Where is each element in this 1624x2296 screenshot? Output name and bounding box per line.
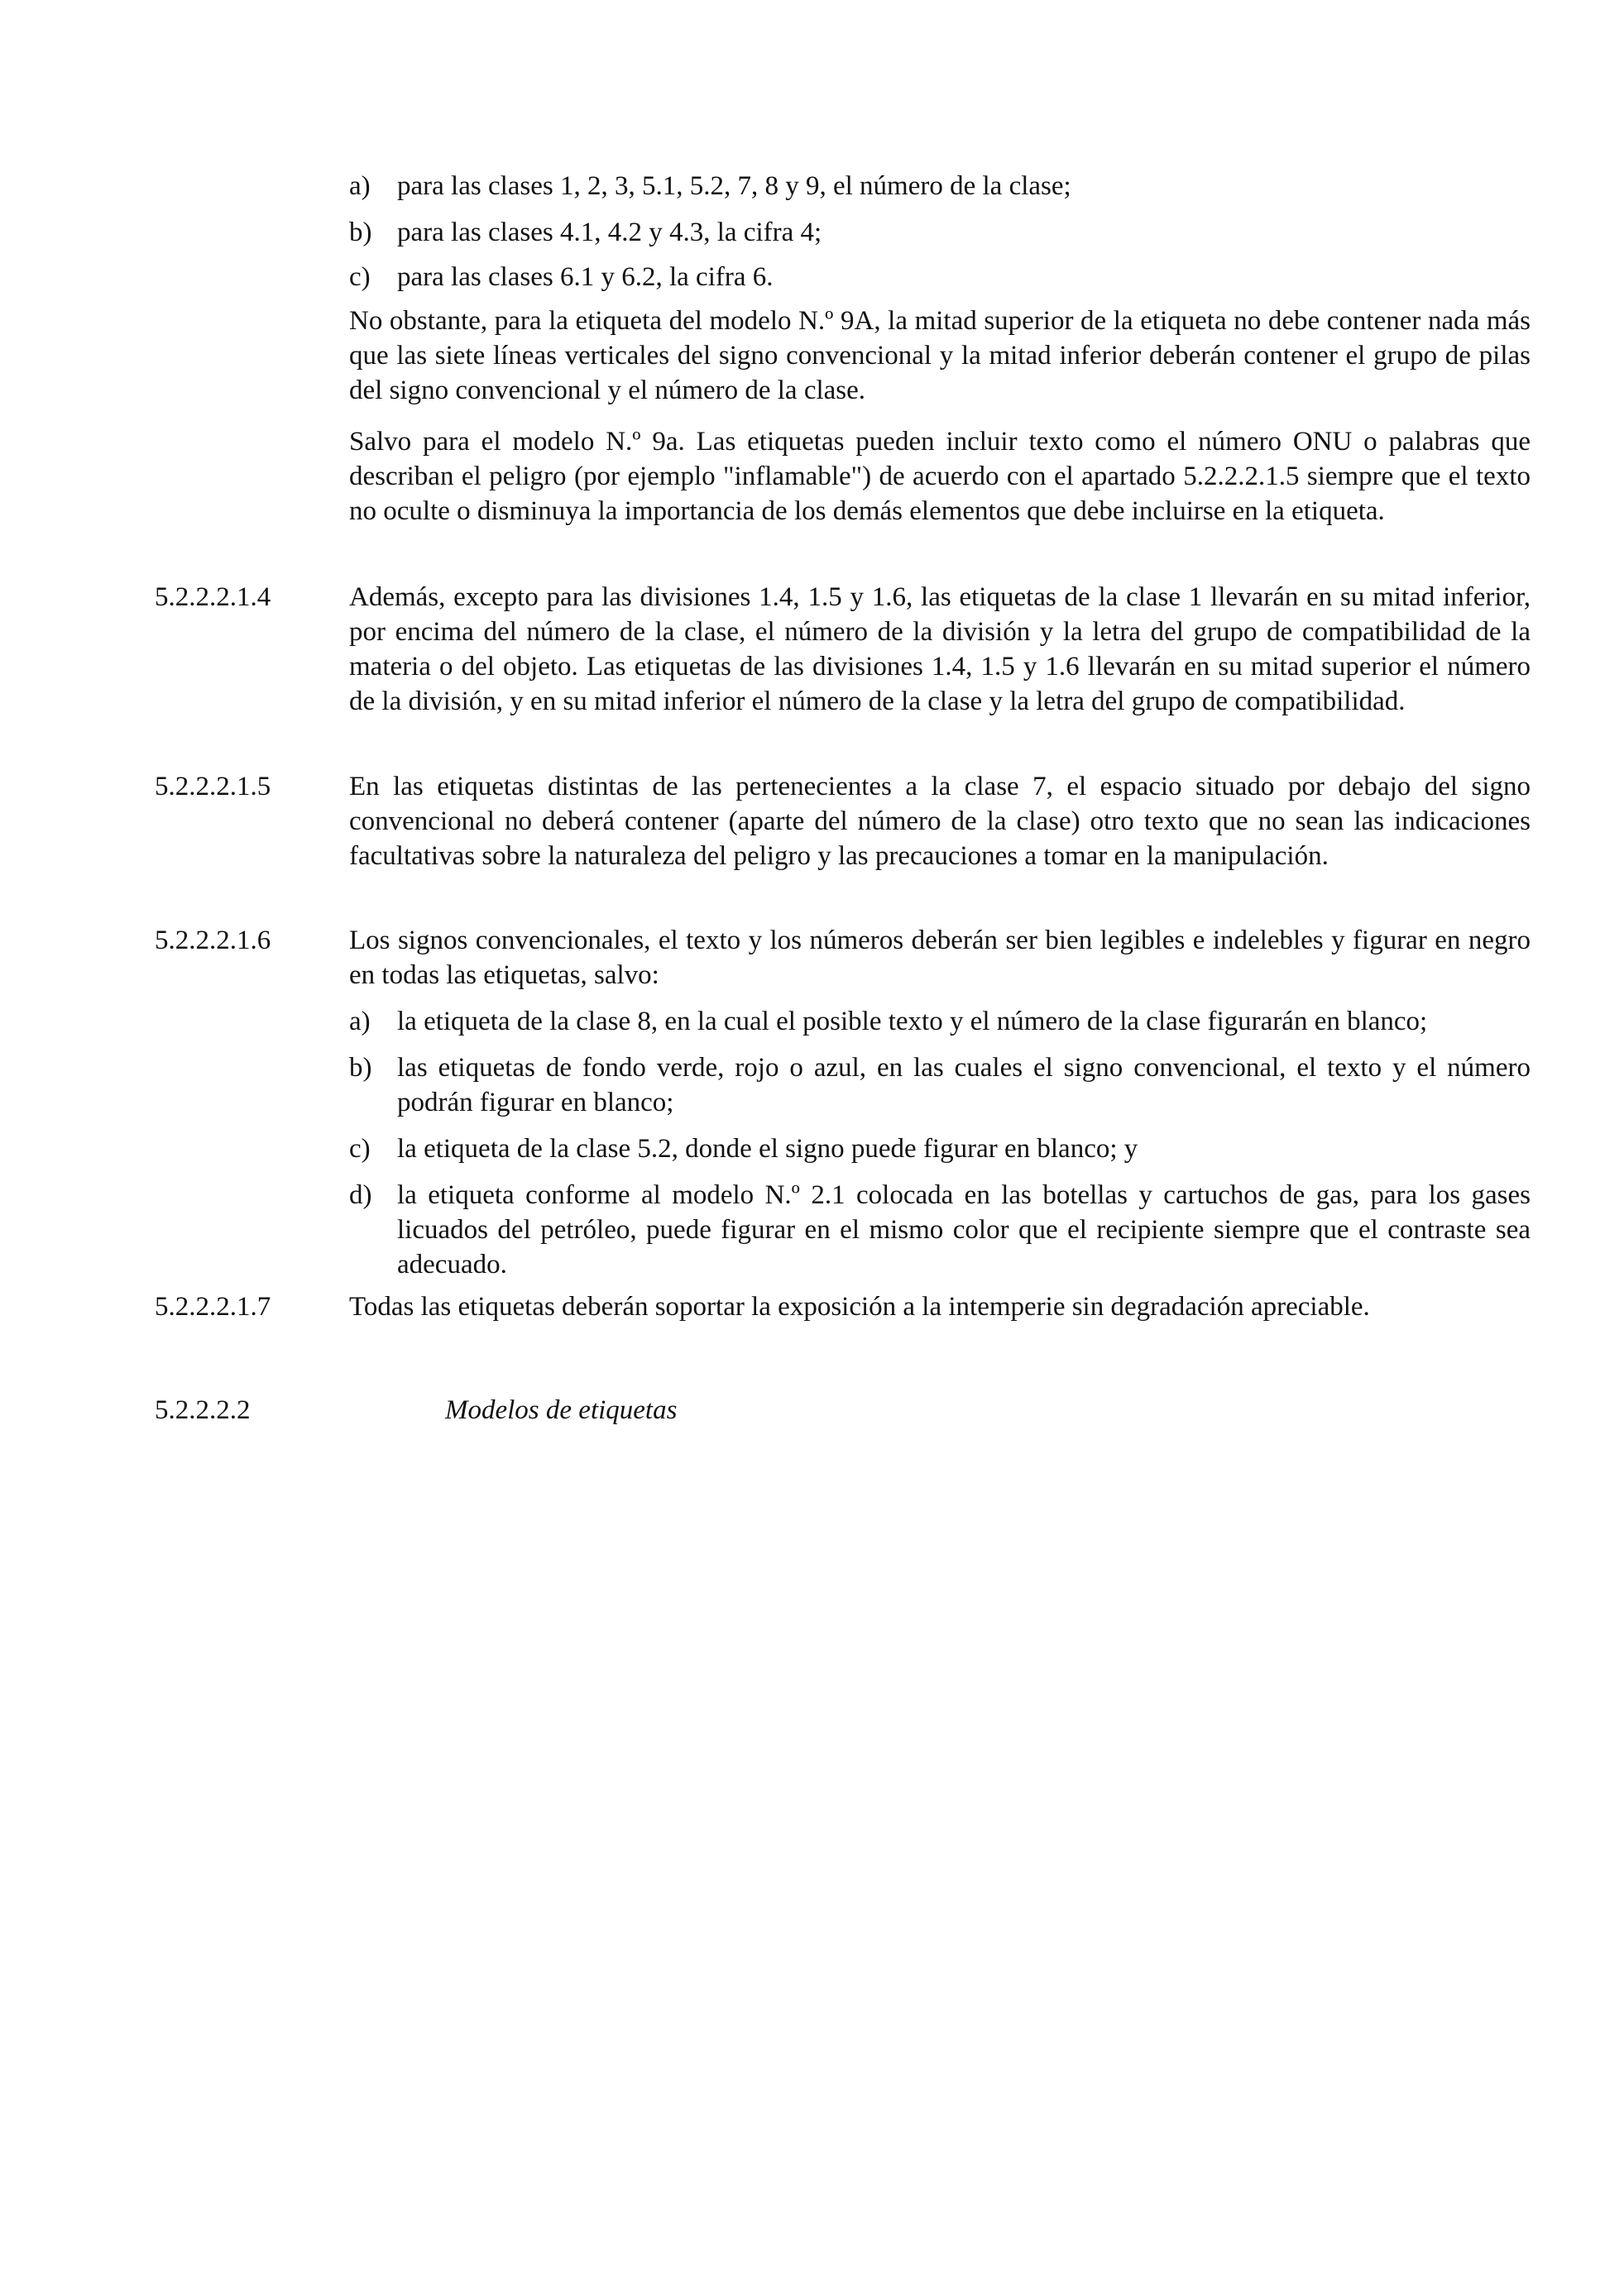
heading-title: Modelos de etiquetas [445,1395,678,1425]
list-marker: b) [349,1053,372,1083]
list-marker: d) [349,1180,372,1210]
section-5-2-2-2-1-5 [155,769,1531,873]
list-item-text: las etiquetas de fondo verde, rojo o azul, en las cuales el signo convencional, el texto y el número podrán figurar en blanco; [397,1053,1531,1117]
list-item [349,1178,1531,1282]
paragraph: Salvo para el modelo N.º 9a. Las etiquetas pueden incluir texto como el número ONU o palabras que describan el peligro (por ejemplo "inflamable") de acuerdo con el apartado 5.2.2.2.1.5 siempre que el texto no oculte o disminuya la importancia de los demás elementos que debe incluirse en la etiqueta. [349,427,1531,526]
list-marker: a) [349,171,371,201]
list-item-text: para las clases 6.1 y 6.2, la cifra 6. [397,262,774,292]
section-number: 5.2.2.2.1.7 [155,1292,271,1322]
list-item [349,1004,1531,1039]
list-item [349,215,1531,250]
list-marker: b) [349,218,372,247]
section-5-2-2-2-1-6 [155,923,1531,1282]
sub-list [349,1004,1531,1282]
section-5-2-2-2-1-4 [155,580,1531,719]
list-marker: c) [349,1134,371,1164]
list-item-text: la etiqueta conforme al modelo N.º 2.1 colocada en las botellas y cartuchos de gas, para los gases licuados del petróleo, puede figurar en el mismo color que el recipiente siempre que el contraste sea adecuado. [397,1180,1531,1280]
section-text: En las etiquetas distintas de las pertenecientes a la clase 7, el espacio situado por debajo del signo convencional no deberá contener (aparte del número de la clase) otro texto que no sean las indicaciones facultativas sobre la naturaleza del peligro y las precauciones a tomar en la manipulación. [349,772,1531,871]
list-item-text: la etiqueta de la clase 8, en la cual el posible texto y el número de la clase figurarán en blanco; [397,1007,1428,1036]
list-item-text: la etiqueta de la clase 5.2, donde el signo puede figurar en blanco; y [397,1134,1138,1164]
section-text: Además, excepto para las divisiones 1.4, 1.5 y 1.6, las etiquetas de la clase 1 llevarán en su mitad inferior, por encima del número de la clase, el número de la división y la letra del grupo de compatibilidad de la materia o del objeto. Las etiquetas de las divisiones 1.4, 1.5 y 1.6 llevarán en su mitad superior el número de la división, y en su mitad inferior el número de la clase y la letra del grupo de compatibilidad. [349,582,1531,716]
list-item [349,260,1531,294]
section-text: Los signos convencionales, el texto y los números deberán ser bien legibles e indelebles y figurar en negro en todas las etiquetas, salvo: [349,926,1531,990]
section-text: Todas las etiquetas deberán soportar la exposición a la intemperie sin degradación apreciable. [349,1292,1370,1322]
list-marker: a) [349,1007,371,1036]
list-item-text: para las clases 4.1, 4.2 y 4.3, la cifra 4; [397,218,822,247]
section-number: 5.2.2.2.1.5 [155,772,271,801]
list-item [349,1131,1531,1166]
section-5-2-2-2-1-7 [155,1289,1531,1324]
section-number: 5.2.2.2.1.4 [155,582,271,612]
section-number: 5.2.2.2.1.6 [155,926,271,955]
list-item [349,169,1531,203]
heading-number: 5.2.2.2.2 [155,1395,251,1425]
list-item-text: para las clases 1, 2, 3, 5.1, 5.2, 7, 8 y 9, el número de la clase; [397,171,1071,201]
list-item [349,1050,1531,1120]
list-marker: c) [349,262,371,292]
paragraph: No obstante, para la etiqueta del modelo N.º 9A, la mitad superior de la etiqueta no debe contener nada más que las siete líneas verticales del signo convencional y la mitad inferior deberán contener el grupo de pilas del signo convencional y el número de la clase. [349,306,1531,405]
